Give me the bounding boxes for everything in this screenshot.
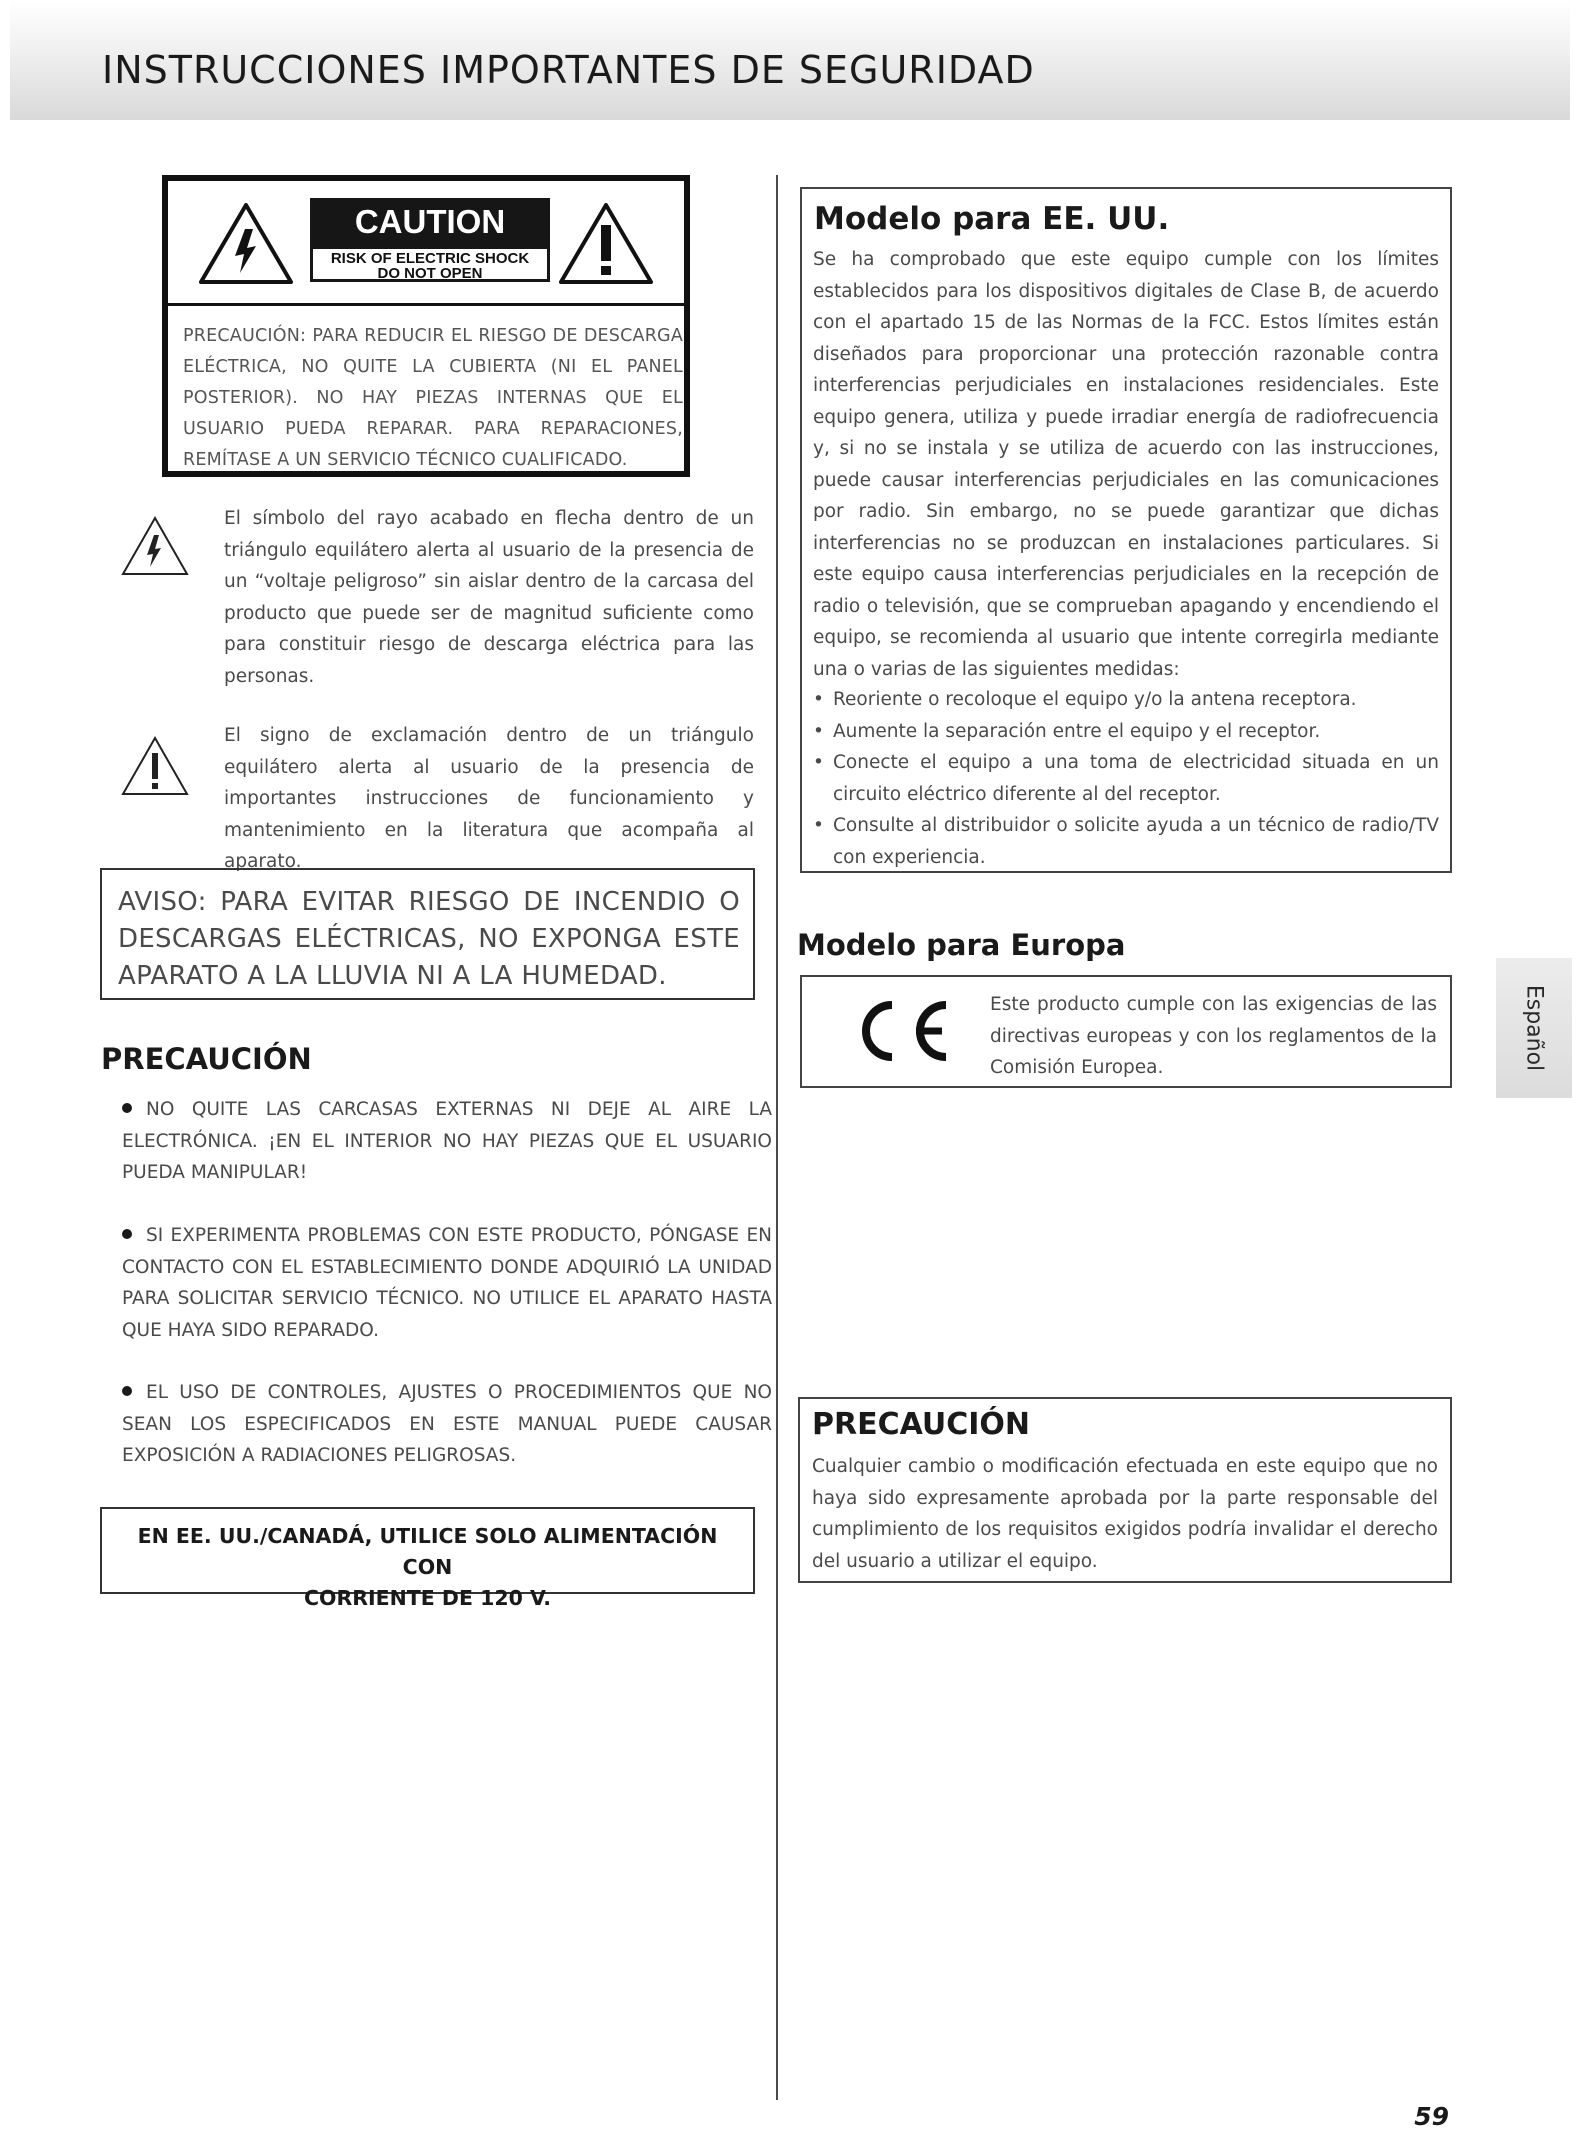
usa-model-box (800, 187, 1452, 873)
precaucion-item: EL USO DE CONTROLES, AJUSTES O PROCEDIMIENTOS QUE NO SEAN LOS ESPECIFICADOS EN ESTE MANUAL PUEDE CAUSAR EXPOSICIÓN A RADIACIONES PELIGROSAS. (122, 1382, 772, 1466)
open-line: DO NOT OPEN (377, 265, 483, 282)
precaucion-item: SI EXPERIMENTA PROBLEMAS CON ESTE PRODUCTO, PÓNGASE EN CONTACTO CON EL ESTABLECIMIENTO DONDE ADQUIRIÓ LA UNIDAD PARA SOLICITAR SERVICIO TÉCNICO. NO UTILICE EL APARATO HASTA QUE HAYA SIDO REPARADO. (122, 1225, 772, 1341)
fcc-precaucion-title: PRECAUCIÓN (812, 1407, 1031, 1442)
list-item: • Conecte el equipo a una toma de electricidad situada en un circuito eléctrico diferente al del receptor. (813, 752, 1439, 805)
page-title: INSTRUCCIONES IMPORTANTES DE SEGURIDAD (102, 48, 1035, 92)
eu-model-text: Este producto cumple con las exigencias de las directivas europeas y con los reglamentos de la Comisión Europea. (990, 994, 1437, 1078)
page-header (10, 0, 1570, 120)
aviso-text: AVISO: PARA EVITAR RIESGO DE INCENDIO O DESCARGAS ELÉCTRICAS, NO EXPONGA ESTE APARATO A LA LLUVIA NI A LA HUMEDAD. (118, 887, 740, 991)
exclamation-warning-icon (120, 735, 190, 801)
risk-line: RISK OF ELECTRIC SHOCK (330, 250, 530, 267)
caution-sign (310, 198, 550, 288)
eu-model-box (800, 975, 1452, 1088)
fcc-precaucion-box (798, 1397, 1452, 1583)
caution-warning-text: PRECAUCIÓN: PARA REDUCIR EL RIESGO DE DESCARGA ELÉCTRICA, NO QUITE LA CUBIERTA (NI EL PANEL POSTERIOR). NO HAY PIEZAS INTERNAS QUE EL USUARIO PUEDA REPARAR. PARA REPARACIONES, REMÍTASE A UN SERVICIO TÉCNICO CUALIFICADO. (183, 326, 683, 470)
list-item: • Aumente la separación entre el equipo y el receptor. (813, 720, 1321, 742)
language-tab (1496, 958, 1572, 1098)
aviso-box (100, 868, 755, 1000)
exclamation-warning-icon (558, 201, 654, 289)
lightning-warning-icon (120, 515, 190, 581)
caution-label-header (168, 181, 684, 306)
power-notice-box (100, 1507, 755, 1610)
usa-measures-list (813, 684, 1439, 873)
bullet-icon (122, 1229, 132, 1239)
page-number: 59 (1414, 2102, 1449, 2131)
fcc-precaucion-text: Cualquier cambio o modificación efectuada en este equipo que no haya sido expresamente aprobada por la parte responsable del cumplimiento de los requisitos exigidos podría invalidar el derecho del usuario a utilizar el equipo. (812, 1456, 1438, 1572)
power-notice-line2: CORRIENTE DE 120 V. (303, 1586, 552, 1610)
caution-label (162, 175, 690, 477)
caution-subtitle (310, 246, 550, 282)
lightning-symbol-explanation: El símbolo del rayo acabado en flecha dentro de un triángulo equilátero alerta al usuario de la presencia de un “voltaje peligroso” sin aislar dentro de la carcasa del producto que puede ser de magnitud suficiente como para constituir riesgo de descarga eléctrica para las personas. (224, 508, 754, 687)
usa-model-title: Modelo para EE. UU. (814, 201, 1170, 237)
list-item: • Reoriente o recoloque el equipo y/o la antena receptora. (813, 689, 1357, 710)
caution-word: CAUTION (310, 198, 550, 246)
bullet-icon (122, 1386, 132, 1396)
bullet-icon (122, 1103, 132, 1113)
column-divider (776, 175, 778, 2100)
lightning-warning-icon (198, 201, 294, 289)
precaucion-item: NO QUITE LAS CARCASAS EXTERNAS NI DEJE AL AIRE LA ELECTRÓNICA. ¡EN EL INTERIOR NO HAY PIEZAS QUE EL USUARIO PUEDA MANIPULAR! (122, 1099, 772, 1183)
power-notice-text (112, 1521, 743, 1614)
list-item: • Consulte al distribuidor o solicite ayuda a un técnico de radio/TV con experiencia. (813, 815, 1439, 868)
ce-mark-icon (846, 995, 956, 1071)
usa-model-body: Se ha comprobado que este equipo cumple con los límites establecidos para los dispositivos digitales de Clase B, de acuerdo con el apartado 15 de las Normas de la FCC. Estos límites están diseñados para proporcionar una protección razonable contra interferencias perjudiciales en instalaciones residenciales. Este equipo genera, utiliza y puede irradiar energía de radiofrecuencia y, si no se instala y se utiliza de acuerdo con las instrucciones, puede causar interferencias perjudiciales en las comunicaciones por radio. Sin embargo, no se puede garantizar que dichas interferencias no se produzcan en instalaciones particulares. Si este equipo causa interferencias perjudiciales en la recepción de radio o televisión, que se comprueban apagando y encendiendo el equipo, se recomienda al usuario que intente corregirla mediante una o varias de las siguientes medidas: (813, 249, 1439, 680)
eu-model-title: Modelo para Europa (797, 928, 1126, 962)
language-tab-label: Español (1521, 984, 1547, 1072)
power-notice-line1: EN EE. UU./CANADÁ, UTILICE SOLO ALIMENTACIÓN CON (137, 1524, 718, 1579)
precaucion-heading: PRECAUCIÓN (101, 1042, 312, 1076)
exclamation-symbol-explanation: El signo de exclamación dentro de un triángulo equilátero alerta al usuario de la presencia de importantes instrucciones de funcionamiento y mantenimiento en la literatura que acompaña al aparato. (224, 725, 754, 872)
